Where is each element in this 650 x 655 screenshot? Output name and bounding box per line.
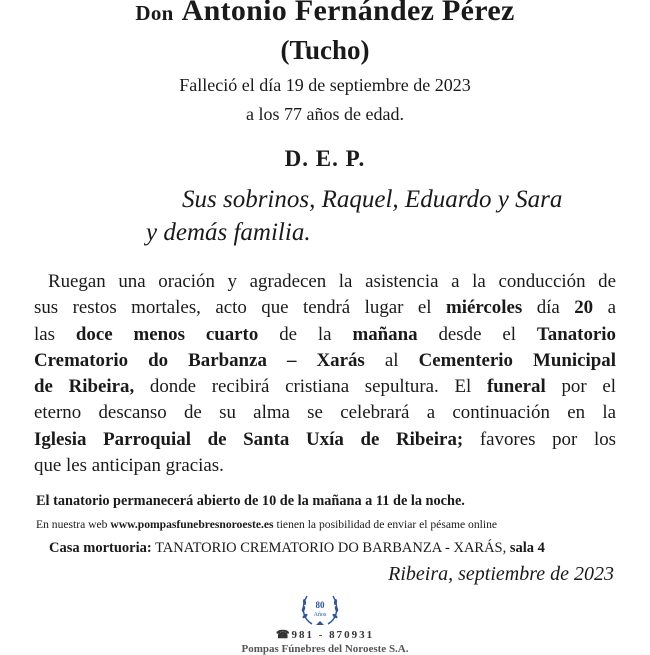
laurel-wreath-icon [298, 588, 342, 628]
place-date: Ribeira, septiembre de 2023 [388, 563, 614, 585]
body-line: Ruegan una oración y agradecen la asistencia a la conducción de [48, 271, 616, 292]
website-link[interactable]: www.pompasfunebresnoroeste.es [110, 518, 274, 531]
full-name: Antonio Fernández Pérez [181, 0, 515, 27]
nickname: (Tucho) [280, 35, 370, 65]
body-line: que les anticipan gracias. [34, 455, 224, 477]
body-line: sus restos mortales, acto que tendrá lugar el miércoles día 20 a [34, 297, 616, 319]
family-line-2: y demás familia. [146, 219, 311, 246]
anniversary-logo [298, 588, 342, 628]
phone-icon: ☎ [275, 629, 292, 641]
announcement-body [34, 269, 616, 479]
logo-word: Años [313, 612, 327, 618]
casa-mortuoria: Casa mortuoria: TANATORIO CREMATORIO DO BARBANZA - XARÁS, sala 4 [49, 540, 545, 556]
family-line-1: Sus sobrinos, Raquel, Eduardo y Sara [182, 186, 563, 213]
rip-line: D. E. P. [284, 146, 366, 171]
body-line: eterno descanso de su alma se celebrará a continuación en la [34, 402, 616, 424]
name-prefix: Don [135, 1, 174, 25]
age-line: a los 77 años de edad. [246, 104, 404, 124]
deceased-name [0, 0, 650, 28]
body-line: las doce menos cuarto de la mañana desde el Tanatorio [34, 323, 616, 345]
logo-number: 80 [315, 600, 325, 610]
death-date-line: Falleció el día 19 de septiembre de 2023 [179, 75, 471, 95]
body-line: Iglesia Parroquial de Santa Uxía de Ribeira; favores por los [34, 428, 617, 450]
phone-number: ☎981 - 870931 [275, 629, 375, 641]
body-line: de Ribeira, donde recibirá cristiana sepultura. El funeral por el [34, 376, 616, 398]
tanatorio-hours: El tanatorio permanecerá abierto de 10 de la mañana a 11 de la noche. [36, 493, 465, 509]
company-footer: Pompas Fúnebres del Noroeste S.A. [241, 643, 409, 655]
body-line: Crematorio do Barbanza – Xarás al Cementerio Municipal [34, 349, 616, 371]
web-note: En nuestra web www.pompasfunebresnoroeste.es tienen la posibilidad de enviar el pésame online [36, 518, 498, 531]
